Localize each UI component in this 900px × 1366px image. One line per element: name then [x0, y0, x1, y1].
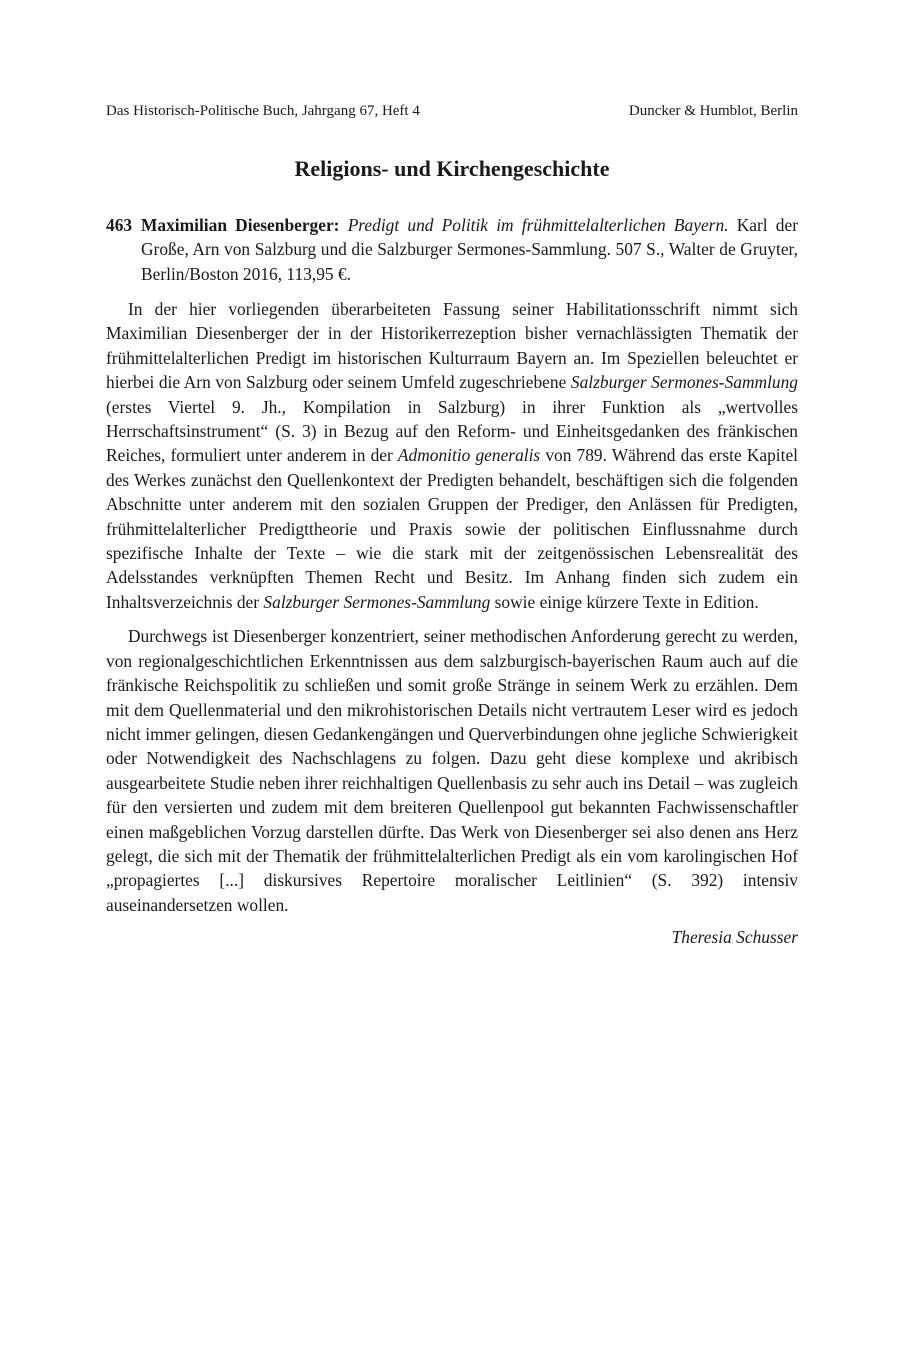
running-header: [106, 101, 798, 121]
p1-italic-2: Admonitio generalis: [397, 445, 541, 466]
entry-citation: [141, 213, 798, 286]
p1-text-c: von 789. Während das erste Kapitel des Werkes zunächst den Quellenkontext der Predigten behandelt, beschäftigen sich die folgenden Abschnitte unter anderem mit den sozialen Gruppen der Prediger, den Anlässen für Predigten, frühmittelalterlicher Predigttheorie und Praxis sowie der politischen Einflussnahme durch spezifische Inhalte der Texte – wie die stark mit der zeitgenössischen Lebensrealität des Adelsstandes verknüpften Themen Recht und Besitz. Im Anhang finden sich zudem ein Inhaltsverzeichnis der: [106, 445, 798, 612]
review-paragraph-2: Durchwegs ist Diesenberger konzentriert, seiner methodischen Anforderung gerecht zu werden, von regionalgeschichtlichen Erkenntnissen aus dem salzburgisch-bayerischen Raum auch auf die fränkische Reichspolitik zu schließen und somit große Stränge in seinem Werk zu erzählen. Dem mit dem Quellenmaterial und den mikrohistorischen Details nicht vertrautem Leser wird es jedoch nicht immer gelingen, diesen Gedankengängen und Querverbindungen ohne jegliche Schwierigkeit oder Notwendigkeit des Nachschlagens zu folgen. Dazu geht diese komplexe und akribisch ausgearbeitete Studie neben ihrer reichhaltigen Quellenbasis zu sehr auch ins Detail – was zugleich für den versierten und zudem mit dem breiteren Quellenpool gut bekannten Fachwissenschaftler einen maßgeblichen Vorzug darstellen dürfte. Das Werk von Diesenberger sei also denen ans Herz gelegt, die sich mit der Thematik der frühmittelalterlichen Predigt als ein vom karolingischen Hof „propagiertes [...] diskursives Repertoire moralischer Leitlinien“ (S. 392) intensiv auseinandersetzen wollen.: [106, 626, 798, 915]
reviewer-signature: Theresia Schusser: [671, 927, 798, 948]
p1-italic-3: Salzburger Sermones-Sammlung: [263, 591, 491, 612]
entry-subtitle-publication: Karl der Große, Arn von Salzburg und die Salzburger Sermones-Sammlung. 507 S., Walter de Gruyter, Berlin/Boston 2016, 113,95 €.: [141, 215, 798, 284]
entry-author: Maximilian Diesenberger:: [141, 215, 340, 235]
review-body: [106, 297, 798, 950]
bibliographic-entry: [106, 213, 798, 286]
entry-number: 463: [106, 215, 133, 235]
p1-text-b: (erstes Viertel 9. Jh., Kompilation in Salzburg) in ihrer Funktion als „wertvolles Herrschaftsinstrument“ (S. 3) in Bezug auf den Reform- und Einheitsgedanken des fränkischen Reiches, formuliert unter anderem in der: [106, 396, 798, 466]
review-paragraph-1: [106, 297, 798, 614]
section-title: Religions- und Kirchengeschichte: [294, 156, 610, 181]
p1-text-a: In der hier vorliegenden überarbeiteten Fassung seiner Habilitationsschrift nimmt sich Maximilian Diesenberger der in der Historikerrezeption bisher vernachlässigten Thematik der frühmittelalterlichen Predigt im historischen Kulturraum Bayern an. Im Speziellen beleuchtet er hierbei die Arn von Salzburg oder seinem Umfeld zugeschriebene: [106, 299, 798, 393]
journal-info: Das Historisch-Politische Buch, Jahrgang 67, Heft 4: [106, 103, 420, 119]
p1-text-d: sowie einige kürzere Texte in Edition.: [490, 591, 759, 612]
entry-title: Predigt und Politik im frühmittelalterlichen Bayern.: [347, 215, 729, 235]
publisher-info: Duncker & Humblot, Berlin: [628, 103, 798, 119]
p1-italic-1: Salzburger Sermones-Sammlung: [570, 372, 799, 393]
